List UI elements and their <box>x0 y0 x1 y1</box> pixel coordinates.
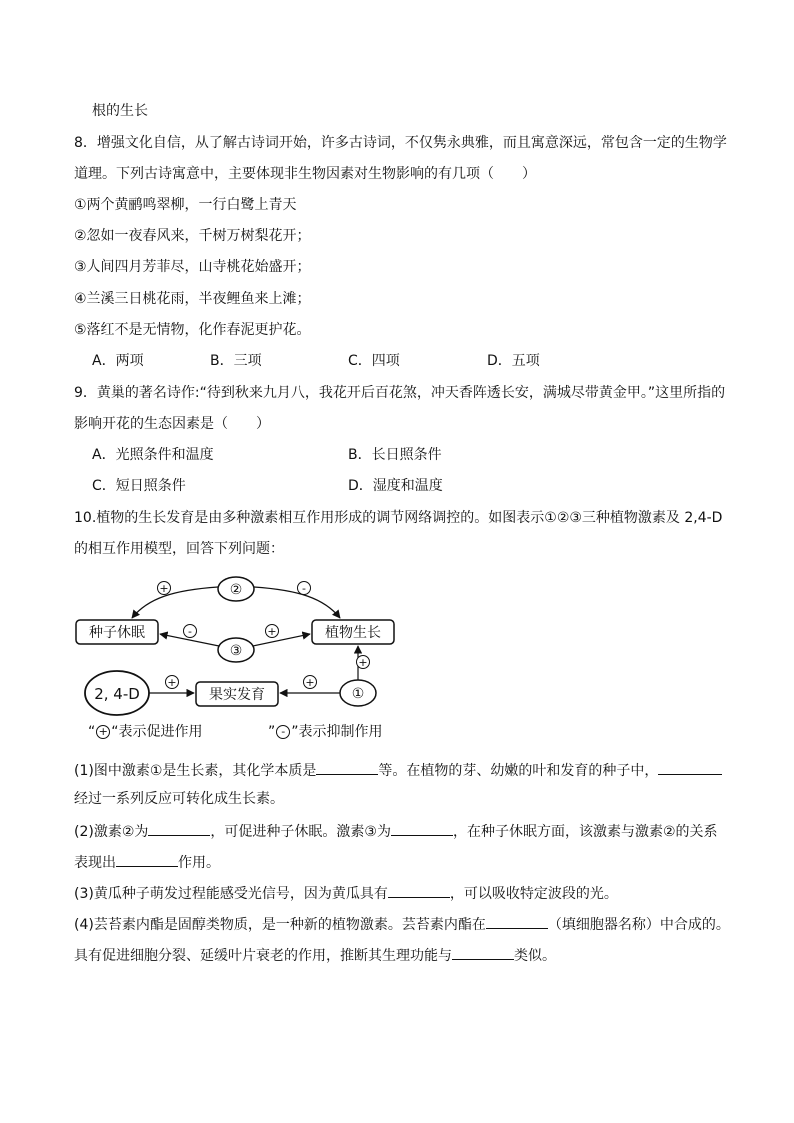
answer-blank-8[interactable] <box>452 943 514 960</box>
answer-blank-3[interactable] <box>148 819 210 836</box>
inhibit-sign-2-growth <box>298 582 311 596</box>
svg-text:+: + <box>167 676 177 689</box>
arrow-2-to-plant-growth <box>254 587 340 618</box>
answer-blank-4[interactable] <box>391 819 453 836</box>
q8-item-5: ⑤落红不是无情物，化作春泥更护花。 <box>74 322 311 338</box>
arrow-3-to-plant-growth <box>253 634 310 646</box>
q8-option-c: C．四项 <box>348 353 400 369</box>
q9-option-d: D．湿度和温度 <box>348 478 443 494</box>
q8-option-d: D．五项 <box>487 353 540 369</box>
q8-item-1: ①两个黄鹂鸣翠柳，一行白鹭上青天 <box>74 197 297 213</box>
svg-text:+: + <box>358 656 368 669</box>
q10-sub2-line2: 表现出 作用。 <box>74 850 734 872</box>
promote-sign-3-growth <box>266 625 279 639</box>
q10-sub2-line1: (2)激素②为 ，可促进种子休眠。激素③为 ，在种子休眠方面，该激素与激素②的关系 <box>74 819 734 841</box>
q10-stem-line2: 的相互作用模型，回答下列问题： <box>74 541 284 557</box>
q10-sub3-line1: (3)黄瓜种子萌发过程能感受光信号，因为黄瓜具有 ，可以吸收特定波段的光。 <box>74 881 734 903</box>
promote-sign-2-seed <box>158 582 171 596</box>
svg-text:-: - <box>302 582 306 595</box>
hormone-interaction-diagram <box>74 576 414 746</box>
plus-circle-icon: + <box>96 725 110 739</box>
promote-sign-2-4-d-fruit <box>166 676 179 690</box>
plant-growth-label: 植物生长 <box>325 625 381 641</box>
seed-dormancy-label: 种子休眠 <box>89 625 145 641</box>
q8-option-b: B．三项 <box>210 353 262 369</box>
svg-text:+: + <box>159 582 169 595</box>
q8-item-4: ④兰溪三日桃花雨，半夜鲤鱼来上滩； <box>74 291 311 307</box>
hormone-1-label: ① <box>351 686 365 702</box>
q9-option-a: A．光照条件和温度 <box>92 447 214 463</box>
q10-stem-line1: 10.植物的生长发育是由多种激素相互作用形成的调节网络调控的。如图表示①②③三种植物激素及 2,4-D <box>74 510 723 526</box>
answer-blank-5[interactable] <box>116 850 178 867</box>
q8-item-2: ②忽如一夜春风来，千树万树梨花开； <box>74 228 311 244</box>
arrow-2-to-seed-dormancy <box>132 587 218 618</box>
q10-sub1-line1: (1)图中激素①是生长素，其化学本质是 等。在植物的芽、幼嫩的叶和发育的种子中， <box>74 758 734 780</box>
answer-blank-1[interactable] <box>316 758 378 775</box>
q10-sub4-line2: 具有促进细胞分裂、延缓叶片衰老的作用，推断其生理功能与 类似。 <box>74 943 734 965</box>
svg-text:+: + <box>267 625 277 638</box>
legend-inhibit: ” - ”表示抑制作用 <box>268 724 383 740</box>
svg-text:+: + <box>305 676 315 689</box>
q9-stem-line2: 影响开花的生态因素是（ ） <box>74 416 270 432</box>
2-4-d-label: 2, 4-D <box>94 685 140 703</box>
answer-blank-7[interactable] <box>486 912 548 929</box>
q8-stem-line2: 道理。下列古诗寓意中，主要体现非生物因素对生物影响的有几项（ ） <box>74 166 536 182</box>
q9-option-c: C．短日照条件 <box>92 478 186 494</box>
fruit-development-label: 果实发育 <box>209 687 265 703</box>
inhibit-sign-3-seed <box>184 625 197 639</box>
q9-option-b: B．长日照条件 <box>348 447 442 463</box>
svg-text:-: - <box>188 625 192 638</box>
q8-stem-line1: 8．增强文化自信，从了解古诗词开始，许多古诗词，不仅隽永典雅，而且寓意深远，常包含一定的生物学 <box>74 135 727 151</box>
answer-blank-6[interactable] <box>388 881 450 898</box>
promote-sign-1-fruit <box>304 676 317 690</box>
answer-blank-2[interactable] <box>658 758 722 775</box>
q10-sub1-line2: 经过一系列反应可转化成生长素。 <box>74 791 284 807</box>
legend-promote: “ + “表示促进作用 <box>88 724 203 740</box>
hormone-2-label: ② <box>229 582 243 598</box>
hormone-3-label: ③ <box>229 643 243 659</box>
q8-item-3: ③人间四月芳菲尽，山寺桃花始盛开； <box>74 259 311 275</box>
q9-stem-line1: 9．黄巢的著名诗作:“待到秋来九月八，我花开后百花煞，冲天香阵透长安，满城尽带黄金甲。”这里所指的 <box>74 385 726 401</box>
q8-option-a: A．两项 <box>92 353 144 369</box>
promote-sign-1-growth <box>357 656 370 670</box>
minus-circle-icon: - <box>276 725 290 739</box>
q10-sub4-line1: (4)芸苔素内酯是固醇类物质，是一种新的植物激素。芸苔素内酯在 （填细胞器名称）中合成的。 <box>74 912 734 934</box>
q7-tail-text: 根的生长 <box>92 103 148 119</box>
hormone-diagram-svg <box>74 576 414 746</box>
